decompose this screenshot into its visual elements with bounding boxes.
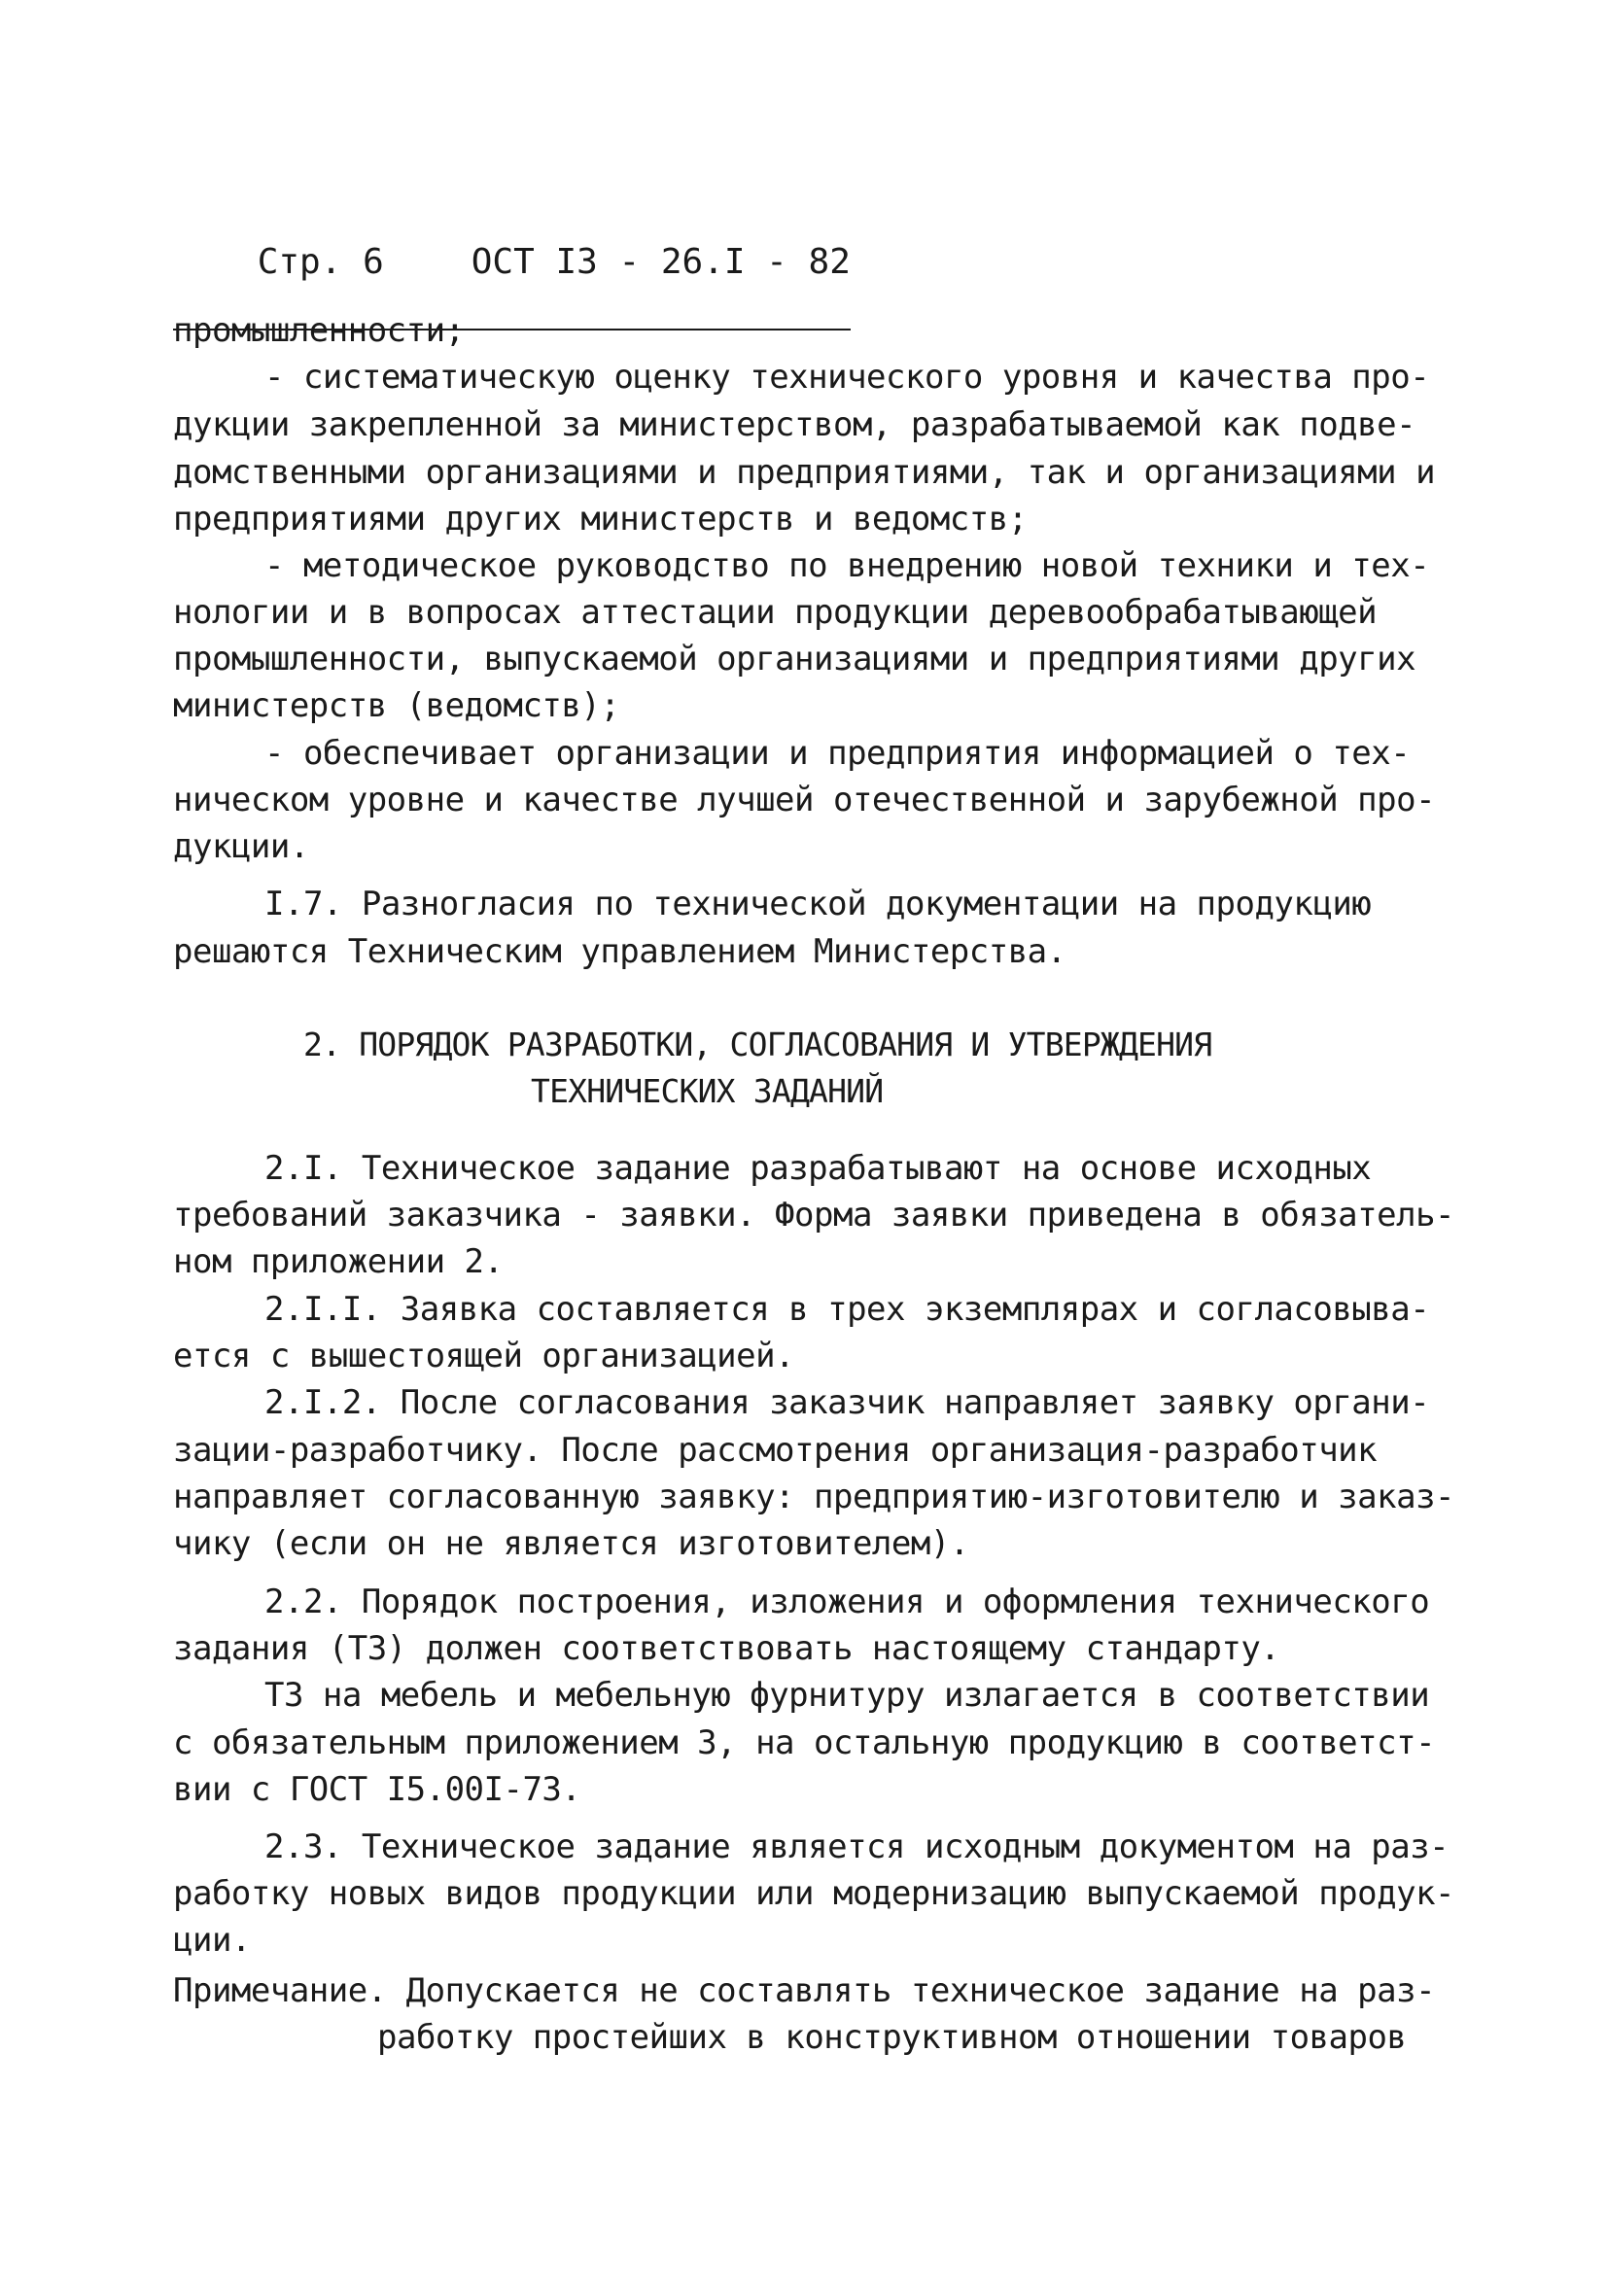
text-line: 2.I.I. Заявка составляется в трех экземплярах и согласовыва- [264,1290,1430,1329]
text-line: домственными организациями и предприятиями, так и организациями и [173,453,1436,492]
text-line: чику (если он не является изготовителем). [173,1524,969,1563]
text-line: предприятиями других министерств и ведомств; [173,500,1028,539]
text-line: требований заказчика - заявки. Форма заявки приведена в обязатель- [173,1196,1455,1235]
text-line: - обеспечивает организации и предприятия информацией о тех- [264,734,1411,773]
note-line: работку простейших в конструктивном отношении товаров [377,2018,1407,2057]
note-line: Примечание. Допускается не составлять техническое задание на раз- [173,1971,1436,2010]
section-title: ТЕХНИЧЕСКИХ ЗАДАНИЙ [531,1072,884,1110]
text-line: решаются Техническим управлением Министерства. [173,932,1066,971]
page-number: Стр. 6 [257,242,384,282]
text-line: ном приложении 2. [173,1242,504,1281]
text-line: ническом уровне и качестве лучшей отечественной и зарубежной про- [173,781,1436,819]
text-line: - методическое руководство по внедрению новой техники и тех- [264,546,1430,585]
text-line: работку новых видов продукции или модернизацию выпускаемой продук- [173,1874,1455,1913]
standard-id: ОСТ I3 - 26.I - 82 [471,242,851,282]
text-line: задания (ТЗ) должен соответствовать настоящему стандарту. [173,1629,1280,1668]
text-line: с обязательным приложением 3, на остальную продукцию в соответст- [173,1723,1436,1762]
text-line: 2.3. Техническое задание является исходным документом на раз- [264,1827,1450,1866]
text-line: промышленности; [173,311,465,350]
text-line: зации-разработчику. После рассмотрения организация-разработчик [173,1431,1378,1470]
text-line: ется с вышестоящей организацией. [173,1337,795,1375]
text-line: направляет согласованную заявку: предприятию-изготовителю и заказ- [173,1478,1455,1516]
text-line: 2.I.2. После согласования заказчик направляет заявку органи- [264,1383,1430,1422]
text-line: I.7. Разногласия по технической документации на продукцию [264,885,1372,923]
text-line: 2.I. Техническое задание разрабатывают на основе исходных [264,1149,1372,1188]
text-line: вии с ГОСТ I5.00I-73. [173,1770,581,1809]
text-line: ТЗ на мебель и мебельную фурнитуру излагается в соответствии [264,1676,1430,1715]
text-line: - систематическую оценку технического уровня и качества про- [264,358,1430,397]
text-line: дукции закрепленной за министерством, разрабатываемой как подве- [173,405,1416,444]
section-title: 2. ПОРЯДОК РАЗРАБОТКИ, СОГЛАСОВАНИЯ И УТВЕРЖДЕНИЯ [303,1026,1212,1063]
text-line: дукции. [173,827,309,866]
text-line: министерств (ведомств); [173,686,620,725]
text-line: промышленности, выпускаемой организациями и предприятиями других [173,640,1416,678]
text-line: ции. [173,1921,251,1960]
text-line: 2.2. Порядок построения, изложения и оформления технического [264,1583,1430,1621]
text-line: нологии и в вопросах аттестации продукции деревообрабатывающей [173,593,1378,632]
